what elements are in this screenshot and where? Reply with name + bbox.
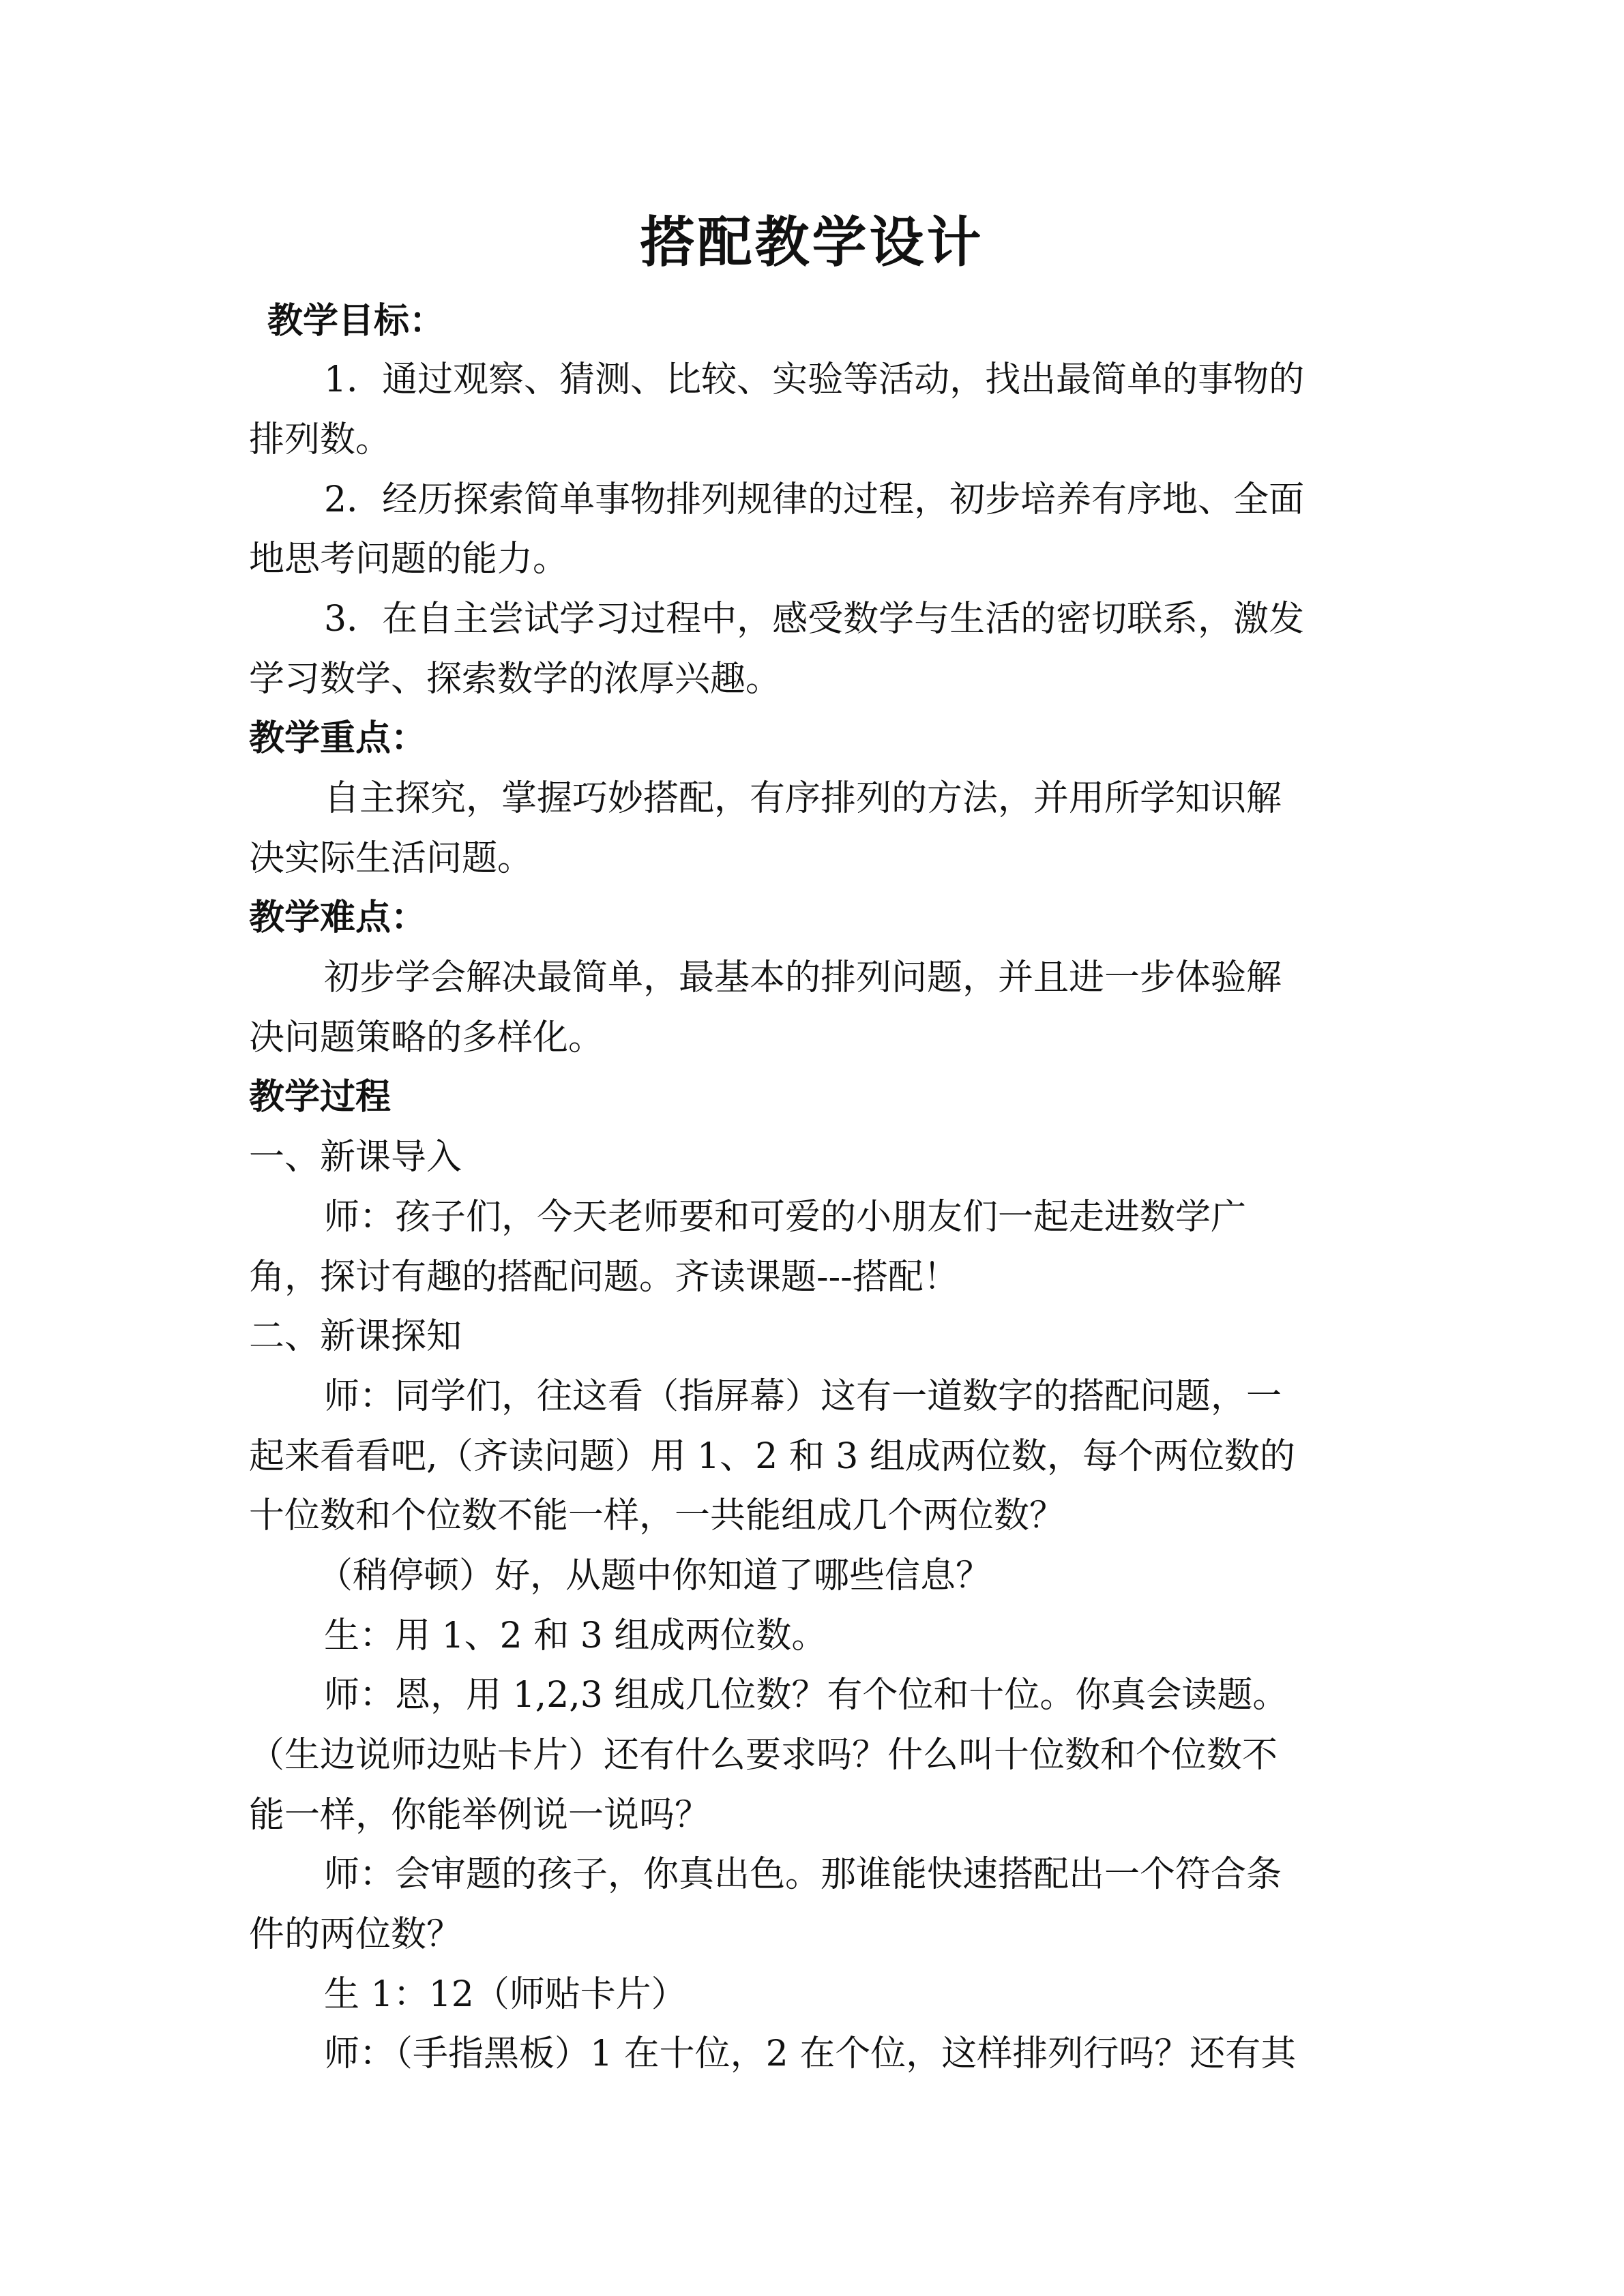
document-title: 搭配教学设计 (640, 210, 984, 274)
objective-3-line-1: 3．在自主尝试学习过程中，感受数学与生活的密切联系，激发 (324, 599, 1305, 640)
section-2-p4-line-2: （生边说师边贴卡片）还有什么要求吗？什么叫十位数和个位数不 (249, 1735, 1278, 1776)
section-2-p5-line-2: 件的两位数？ (249, 1914, 462, 1955)
objective-2-line-2: 地思考问题的能力。 (249, 539, 569, 580)
section-2-p1-line-2: 起来看看吧,（齐读问题）用 1、2 和 3 组成两位数，每个两位数的 (249, 1436, 1295, 1477)
difficulties-heading: 教学难点： (249, 897, 427, 938)
section-2-p4-line-3: 能一样，你能举例说一说吗？ (249, 1795, 711, 1836)
section-2-p3: 生：用 1、2 和 3 组成两位数。 (324, 1615, 827, 1656)
difficulties-line-2: 决问题策略的多样化。 (249, 1017, 604, 1058)
objective-1-line-2: 排列数。 (249, 419, 392, 460)
section-2-heading: 二、新课探知 (249, 1316, 462, 1357)
section-1-line-1: 师：孩子们，今天老师要和可爱的小朋友们一起走进数学广 (324, 1197, 1247, 1238)
section-2-p5-line-1: 师：会审题的孩子，你真出色。那谁能快速搭配出一个符合条 (324, 1854, 1282, 1895)
difficulties-line-1: 初步学会解决最简单，最基本的排列问题，并且进一步体验解 (324, 957, 1282, 998)
key-points-line-2: 决实际生活问题。 (249, 838, 533, 879)
section-1-heading: 一、新课导入 (249, 1137, 462, 1178)
section-2-p1-line-1: 师：同学们，往这看（指屏幕）这有一道数字的搭配问题，一 (324, 1376, 1282, 1417)
section-2-p6: 生 1：12（师贴卡片） (324, 1974, 687, 2015)
section-2-p2: （稍停顿）好，从题中你知道了哪些信息？ (317, 1555, 992, 1596)
process-heading: 教学过程 (249, 1076, 392, 1118)
key-points-line-1: 自主探究，掌握巧妙搭配，有序排列的方法，并用所学知识解 (324, 778, 1282, 819)
objective-2-line-1: 2．经历探索简单事物排列规律的过程，初步培养有序地、全面 (324, 479, 1305, 520)
section-1-line-2: 角，探讨有趣的搭配问题。齐读课题---搭配！ (249, 1257, 959, 1298)
section-2-p7: 师：（手指黑板）1 在十位，2 在个位，这样排列行吗？还有其 (324, 2033, 1297, 2074)
objective-1-line-1: 1．通过观察、猜测、比较、实验等活动，找出最简单的事物的 (324, 359, 1305, 400)
key-points-heading: 教学重点： (249, 717, 427, 759)
section-2-p1-line-3: 十位数和个位数不能一样，一共能组成几个两位数？ (249, 1495, 1065, 1536)
objectives-heading: 教学目标： (267, 300, 445, 342)
objective-3-line-2: 学习数学、探索数学的浓厚兴趣。 (249, 659, 782, 700)
section-2-p4-line-1: 师：恩，用 1,2,3 组成几位数？有个位和十位。你真会读题。 (324, 1675, 1288, 1716)
